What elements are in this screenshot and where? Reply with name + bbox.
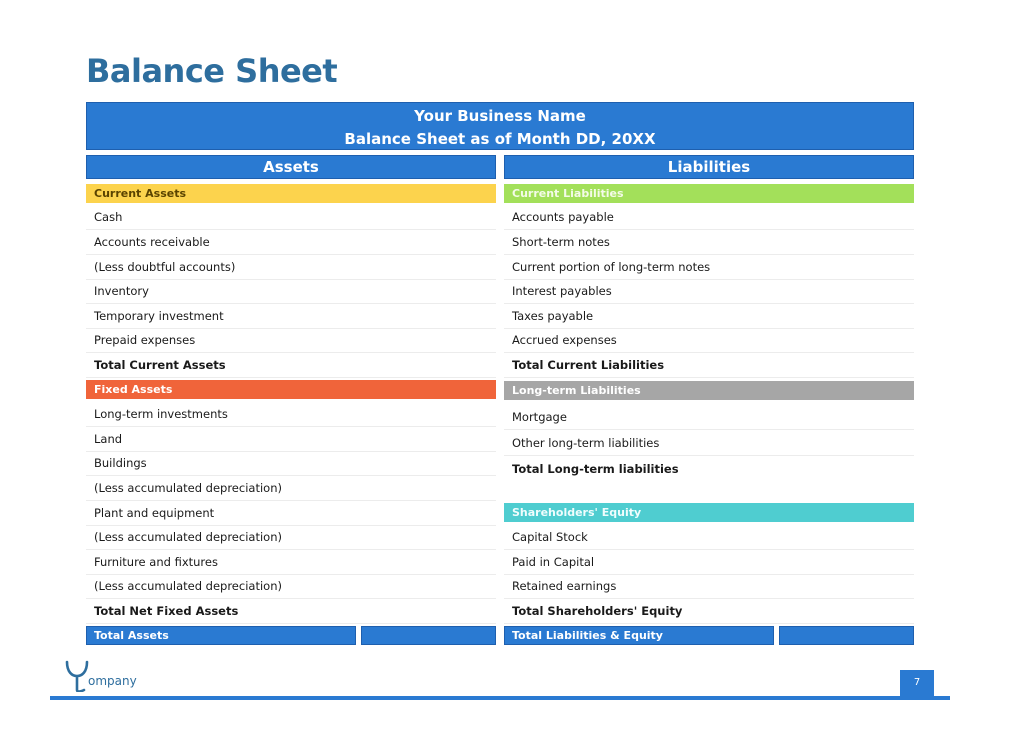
- page-number: 7: [900, 670, 934, 696]
- asset-row: Plant and equipment: [86, 501, 496, 526]
- liability-row: Accrued expenses: [504, 328, 914, 353]
- liability-row: Mortgage: [504, 405, 914, 430]
- liabilities-column-header: Liabilities: [504, 155, 914, 179]
- liability-row: Accounts payable: [504, 205, 914, 230]
- total-liabilities-equity-value: [779, 626, 914, 645]
- total-liabilities-equity-bar: Total Liabilities & Equity: [504, 626, 774, 645]
- liability-row: Other long-term liabilities: [504, 431, 914, 456]
- liability-row: Paid in Capital: [504, 550, 914, 575]
- liability-row: Taxes payable: [504, 304, 914, 329]
- asset-row: Cash: [86, 205, 496, 230]
- asset-row: (Less accumulated depreciation): [86, 525, 496, 550]
- liability-row: Capital Stock: [504, 525, 914, 550]
- total-long-term-liabilities: Total Long-term liabilities: [512, 462, 679, 476]
- liability-row: Current portion of long-term notes: [504, 255, 914, 280]
- asset-row: Furniture and fixtures: [86, 550, 496, 575]
- asset-row: Accounts receivable: [86, 230, 496, 255]
- liability-row: Interest payables: [504, 279, 914, 304]
- liability-row: Retained earnings: [504, 574, 914, 599]
- asset-row: Temporary investment: [86, 304, 496, 329]
- asset-row: Buildings: [86, 451, 496, 476]
- total-current-liabilities: Total Current Liabilities: [504, 353, 914, 378]
- asset-row: (Less accumulated depreciation): [86, 574, 496, 599]
- sheet-subtitle: Balance Sheet as of Month DD, 20XX: [344, 130, 656, 148]
- asset-row: Inventory: [86, 279, 496, 304]
- current-liabilities-header: Current Liabilities: [504, 184, 914, 203]
- total-assets-bar: Total Assets: [86, 626, 356, 645]
- footer-divider: [50, 696, 950, 700]
- asset-row: (Less doubtful accounts): [86, 255, 496, 280]
- page-title: Balance Sheet: [86, 52, 338, 90]
- sheet-header: [86, 102, 914, 150]
- asset-row: Land: [86, 427, 496, 452]
- fixed-assets-header: Fixed Assets: [86, 380, 496, 399]
- long-term-liabilities-header: Long-term Liabilities: [504, 381, 914, 400]
- equity-header: Shareholders' Equity: [504, 503, 914, 522]
- business-name: Your Business Name: [414, 107, 586, 125]
- total-fixed-assets: Total Net Fixed Assets: [86, 599, 496, 624]
- total-current-assets: Total Current Assets: [86, 353, 496, 378]
- logo-mark-icon: [64, 660, 90, 692]
- assets-column-header: Assets: [86, 155, 496, 179]
- asset-row: (Less accumulated depreciation): [86, 476, 496, 501]
- company-logo: [64, 660, 137, 692]
- asset-row: Long-term investments: [86, 402, 496, 427]
- logo-text: ompany: [88, 674, 137, 688]
- asset-row: Prepaid expenses: [86, 328, 496, 353]
- total-equity: Total Shareholders' Equity: [504, 599, 914, 624]
- current-assets-header: Current Assets: [86, 184, 496, 203]
- liability-row: Short-term notes: [504, 230, 914, 255]
- total-assets-value: [361, 626, 496, 645]
